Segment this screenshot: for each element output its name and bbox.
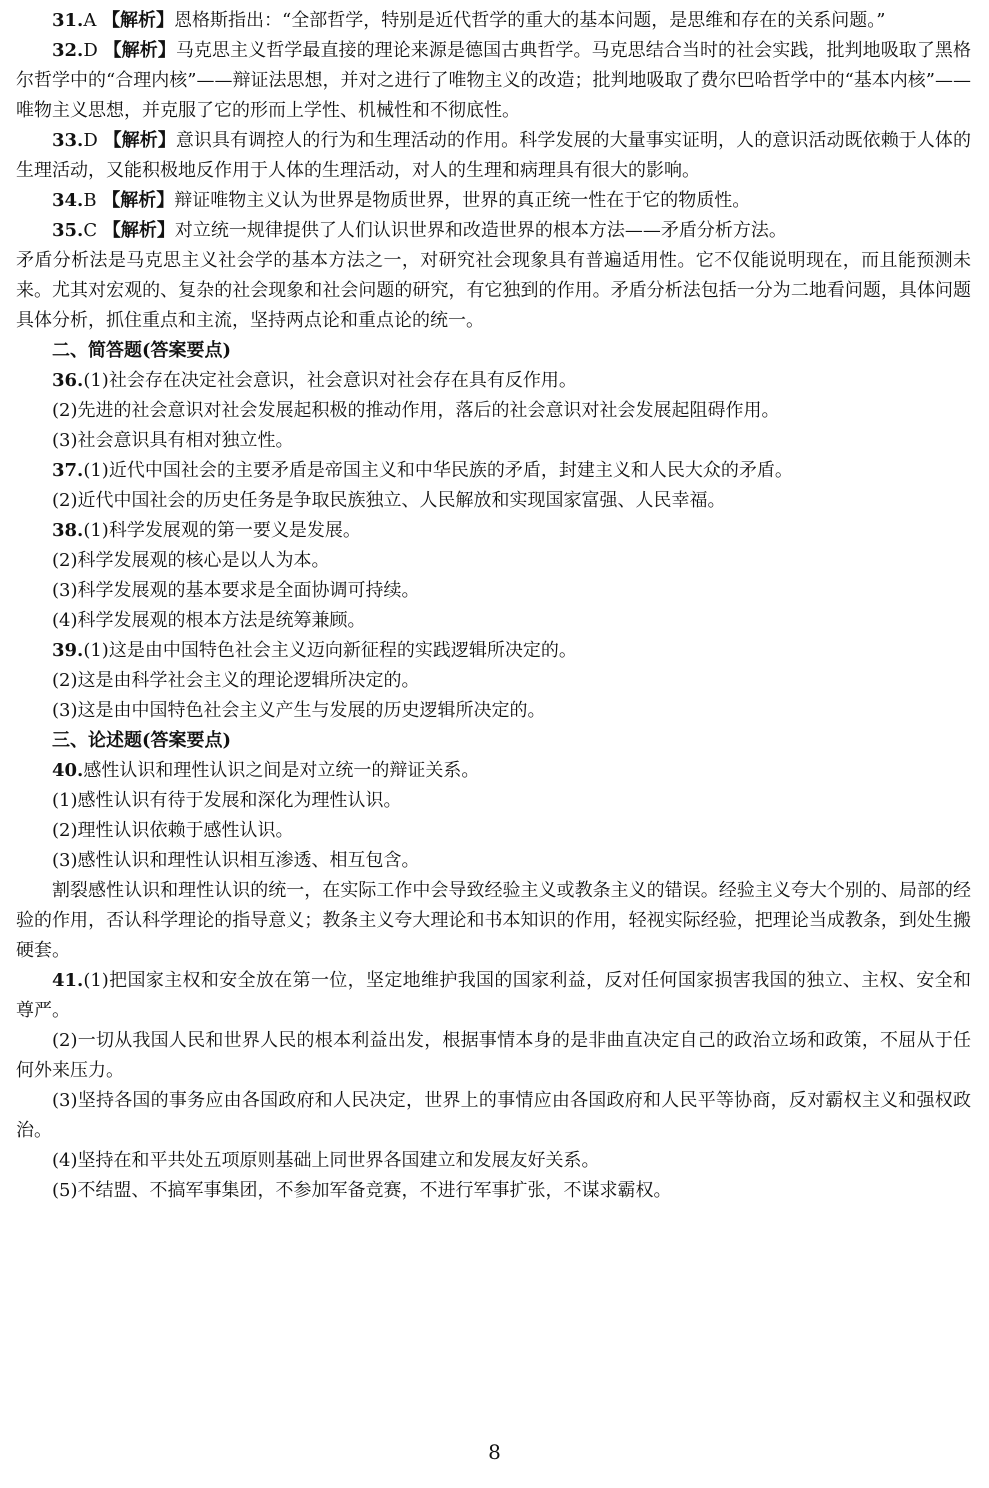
answer-36-item: (3)社会意识具有相对独立性。 [52,430,294,451]
answer-39-item: (2)这是由科学社会主义的理论逻辑所决定的。 [52,670,420,691]
answer-34: 34.B 【解析】辩证唯物主义认为世界是物质世界，世界的真正统一性在于它的物质性。 [52,190,751,211]
answer-35-continued: 矛盾分析法是马克思主义社会学的基本方法之一，对研究社会现象具有普遍适用性。它不仅能说明现在，而且能预测未来。尤其对宏观的、复杂的社会现象和社会问题的研究，有它独到的作用。矛盾分析法包括一分为二地看问题，具体问题具体分析，抓住重点和主流，坚持两点论和重点论的统一。 [16,250,971,331]
answer-38-item: 38.(1)科学发展观的第一要义是发展。 [52,520,361,541]
answer-39-item: (3)这是由中国特色社会主义产生与发展的历史逻辑所决定的。 [52,700,546,721]
answer-40-paragraph: 割裂感性认识和理性认识的统一，在实际工作中会导致经验主义或教条主义的错误。经验主义夸大个别的、局部的经验的作用，否认科学理论的指导意义；教条主义夸大理论和书本知识的作用，轻视实际经验，把理论当成教条，到处生搬硬套。 [16,880,971,961]
answer-38-item: (2)科学发展观的核心是以人为本。 [52,550,330,571]
answer-36-item: 36.(1)社会存在决定社会意识，社会意识对社会存在具有反作用。 [52,370,577,391]
answer-41-item: (2)一切从我国人民和世界人民的根本利益出发，根据事情本身的是非曲直决定自己的政治立场和政策，不屈从于任何外来压力。 [16,1030,971,1081]
answer-37-item: (2)近代中国社会的历史任务是争取民族独立、人民解放和实现国家富强、人民幸福。 [52,490,726,511]
answer-32: 32.D 【解析】马克思主义哲学最直接的理论来源是德国古典哲学。马克思结合当时的社会实践，批判地吸取了黑格尔哲学中的“合理内核”——辩证法思想，并对之进行了唯物主义的改造；批判地吸取了费尔巴哈哲学中的“基本内核”——唯物主义思想，并克服了它的形而上学性、机械性和不彻底性。 [16,40,971,121]
answer-33: 33.D 【解析】意识具有调控人的行为和生理活动的作用。科学发展的大量事实证明，人的意识活动既依赖于人体的生理活动，又能积极地反作用于人体的生理活动，对人的生理和病理具有很大的影响。 [16,130,971,181]
answer-39-item: 39.(1)这是由中国特色社会主义迈向新征程的实践逻辑所决定的。 [52,640,577,661]
answer-37-item: 37.(1)近代中国社会的主要矛盾是帝国主义和中华民族的矛盾，封建主义和人民大众的矛盾。 [52,460,793,481]
answer-41-item: (4)坚持在和平共处五项原则基础上同世界各国建立和发展友好关系。 [52,1150,600,1171]
page-number: 8 [488,1440,501,1464]
answer-41-item: 41.(1)把国家主权和安全放在第一位，坚定地维护我国的国家利益，反对任何国家损害我国的独立、主权、安全和尊严。 [16,970,971,1021]
section-heading-essay: 三、论述题(答案要点) [52,730,232,751]
answer-40-item: (3)感性认识和理性认识相互渗透、相互包含。 [52,850,420,871]
answer-41-item: (3)坚持各国的事务应由各国政府和人民决定，世界上的事情应由各国政府和人民平等协商，反对霸权主义和强权政治。 [16,1090,971,1141]
answer-41-item: (5)不结盟、不搞军事集团，不参加军备竞赛，不进行军事扩张，不谋求霸权。 [52,1180,672,1201]
answer-38-item: (4)科学发展观的根本方法是统筹兼顾。 [52,610,366,631]
answer-40-intro: 40.感性认识和理性认识之间是对立统一的辩证关系。 [52,760,480,781]
answer-40-item: (2)理性认识依赖于感性认识。 [52,820,294,841]
answer-31: 31.A 【解析】恩格斯指出：“全部哲学，特别是近代哲学的重大的基本问题，是思维和存在的关系问题。” [52,10,886,31]
answer-38-item: (3)科学发展观的基本要求是全面协调可持续。 [52,580,420,601]
answer-35: 35.C 【解析】对立统一规律提供了人们认识世界和改造世界的根本方法——矛盾分析方法。 [52,220,787,241]
answer-40-item: (1)感性认识有待于发展和深化为理性认识。 [52,790,402,811]
answer-36-item: (2)先进的社会意识对社会发展起积极的推动作用，落后的社会意识对社会发展起阻碍作用。 [52,400,780,421]
section-heading-short-answer: 二、简答题(答案要点) [52,340,232,361]
answer-page [16,6,971,1206]
